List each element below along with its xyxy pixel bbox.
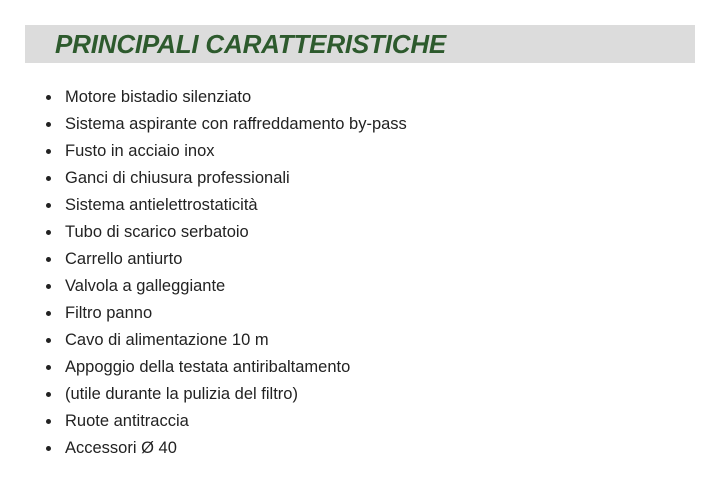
bullet-icon bbox=[46, 365, 51, 370]
feature-list-item bbox=[65, 84, 407, 111]
bullet-icon bbox=[46, 446, 51, 451]
bullet-icon bbox=[46, 284, 51, 289]
feature-label: (utile durante la pulizia del filtro) bbox=[65, 385, 298, 403]
feature-label: Cavo di alimentazione 10 m bbox=[65, 331, 269, 349]
bullet-icon bbox=[46, 257, 51, 262]
feature-list-item bbox=[65, 327, 407, 354]
feature-label: Tubo di scarico serbatoio bbox=[65, 223, 249, 241]
feature-label: Ruote antitraccia bbox=[65, 412, 189, 430]
feature-list-item bbox=[65, 273, 407, 300]
bullet-icon bbox=[46, 419, 51, 424]
feature-list-item bbox=[65, 435, 407, 462]
feature-label: Ganci di chiusura professionali bbox=[65, 169, 290, 187]
section-title: PRINCIPALI CARATTERISTICHE bbox=[55, 29, 447, 59]
feature-list-item bbox=[65, 138, 407, 165]
feature-label: Sistema aspirante con raffreddamento by-pass bbox=[65, 115, 407, 133]
bullet-icon bbox=[46, 122, 51, 127]
feature-list-item bbox=[65, 354, 407, 381]
features-list bbox=[65, 84, 407, 462]
bullet-icon bbox=[46, 338, 51, 343]
bullet-icon bbox=[46, 311, 51, 316]
feature-list-item bbox=[65, 381, 407, 408]
feature-label: Appoggio della testata antiribaltamento bbox=[65, 358, 351, 376]
feature-label: Motore bistadio silenziato bbox=[65, 88, 252, 106]
bullet-icon bbox=[46, 176, 51, 181]
feature-list-item bbox=[65, 219, 407, 246]
feature-label: Fusto in acciaio inox bbox=[65, 142, 215, 160]
bullet-icon bbox=[46, 95, 51, 100]
bullet-icon bbox=[46, 203, 51, 208]
feature-list-item bbox=[65, 300, 407, 327]
feature-list-item bbox=[65, 165, 407, 192]
feature-list-item bbox=[65, 408, 407, 435]
feature-label: Sistema antielettrostaticità bbox=[65, 196, 258, 214]
bullet-icon bbox=[46, 149, 51, 154]
bullet-icon bbox=[46, 230, 51, 235]
feature-list-item bbox=[65, 111, 407, 138]
feature-label: Accessori Ø 40 bbox=[65, 439, 177, 457]
feature-label: Valvola a galleggiante bbox=[65, 277, 226, 295]
feature-list-item bbox=[65, 246, 407, 273]
section-heading-bar bbox=[25, 25, 695, 63]
feature-label: Carrello antiurto bbox=[65, 250, 183, 268]
feature-label: Filtro panno bbox=[65, 304, 153, 322]
bullet-icon bbox=[46, 392, 51, 397]
feature-list-item bbox=[65, 192, 407, 219]
